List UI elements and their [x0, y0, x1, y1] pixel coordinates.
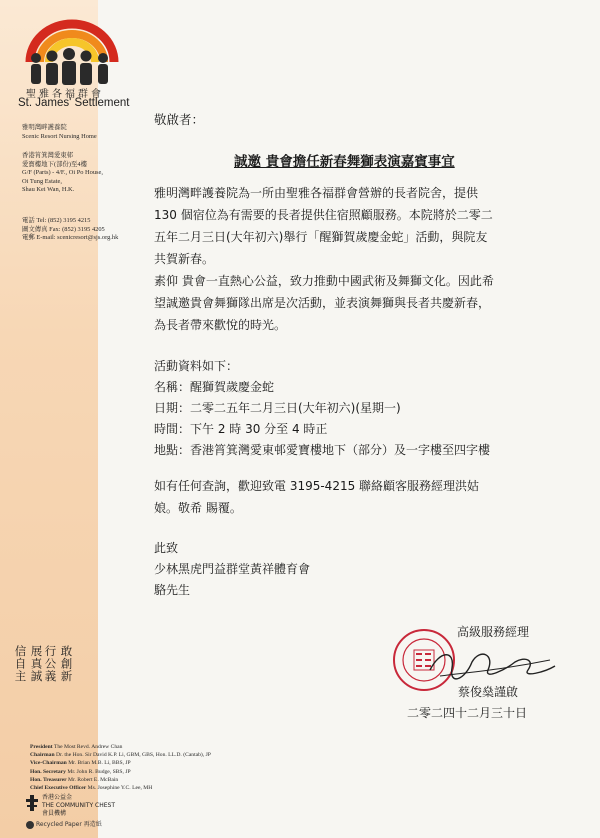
motto-line: 敢創新 — [59, 645, 74, 683]
paragraph-invitation: 素仰 貴會一直熱心公益，致力推動中國武術及舞獅文化。因此希望誠邀貴會舞獅隊出席是次活動，並表演舞獅與長者共慶新春，為長者帶來歡悅的時光。 — [154, 274, 494, 332]
motto-line: 信自主 — [13, 645, 28, 683]
officer-row: Hon. Secretary Mr. John R. Budge, SBS, JP — [30, 768, 131, 775]
contact-block — [22, 217, 118, 243]
email: 電郵 E-mail: scenicresort@sjs.org.hk — [22, 234, 119, 242]
recycle-icon — [26, 821, 34, 829]
recycled-paper-note: Recycled Paper 再造紙 — [26, 819, 102, 829]
address-cn-line: 香港筲箕灣愛東邨 — [22, 152, 74, 159]
address-en-line: G/F (Parts) - 4/F., Oi Po House, — [22, 169, 103, 177]
letter-title: 誠邀 貴會擔任新春舞獅表演嘉賓事宜 — [234, 154, 455, 170]
telephone: 電話 Tel: (852) 3195 4215 — [22, 217, 91, 224]
officer-row: Vice-Chairman Mr. Brian M.B. Li, BBS, JP — [30, 760, 131, 767]
motto-line: 行公義 — [43, 645, 58, 683]
community-chest-text: 香港公益金 THE COMMUNITY CHEST 會員機構 — [42, 794, 115, 817]
unit-block — [22, 124, 97, 141]
event-name: 名稱：醒獅賀歲慶金蛇 — [154, 380, 275, 394]
salutation: 敬啟者： — [154, 112, 205, 127]
settlement-logo-icon — [22, 18, 122, 90]
officer-row: President The Most Revd. Andrew Chan — [30, 744, 123, 750]
unit-name-en: Scenic Resort Nursing Home — [22, 132, 97, 140]
community-chest-logo-icon — [26, 795, 38, 811]
officer-row: Hon. Treasurer Mr. Robert E. McBain — [30, 776, 119, 783]
recipient-org: 少林黑虎門益群堂黃祥體育會 — [154, 562, 311, 576]
closing-block — [154, 538, 310, 601]
officer-row: Chief Executive Officer Ms. Josephine Y.C. Lee, MH — [30, 785, 153, 792]
officers-list — [30, 743, 211, 792]
event-info — [154, 356, 490, 461]
motto-line: 展真誠 — [29, 645, 44, 683]
paragraph-intro: 雅明灣畔護養院為一所由聖雅各福群會營辦的長者院舍，提供 130 個宿位為有需要的長者提供住宿照顧服務。本院將於二零二五年二月三日(大年初六)舉行「醒獅賀歲慶金蛇」活動，與院友共賀新春。 — [154, 186, 493, 266]
org-name-en: St. James' Settlement — [18, 97, 130, 109]
address-en-line: Oi Tung Estate, — [22, 177, 62, 185]
address-en-line: Shau Kei Wan, H.K. — [22, 186, 75, 194]
event-info-heading: 活動資料如下： — [154, 359, 239, 373]
org-name-cn: 聖雅各福群會 — [26, 89, 104, 100]
officer-row: Chairman Dr. the Hon. Sir David K.P. Li, GBM, GBS, Hon. LL.D. (Cantab), JP — [30, 752, 211, 759]
recipient-name: 駱先生 — [154, 583, 191, 597]
address-cn-line: 愛寶樓地下(部份)至4樓 — [22, 160, 87, 168]
event-time: 時間：下午 2 時 30 分至 4 時正 — [154, 422, 328, 436]
unit-name-cn: 雅明灣畔護養院 — [22, 124, 67, 131]
fax: 圖文傳真 Fax: (852) 3195 4205 — [22, 225, 105, 233]
letter-date: 二零二四十二月三十日 — [407, 706, 528, 720]
signer-name: 蔡俊燊謹啟 — [458, 685, 519, 699]
signer-title: 高級服務經理 — [457, 625, 530, 639]
event-date: 日期：二零二五年二月三日(大年初六)(星期一) — [154, 401, 401, 415]
paragraph-enquiry: 如有任何查詢，歡迎致電 3195-4215 聯絡顧客服務經理洪姑娘。敬希 賜覆。 — [154, 479, 480, 515]
address-block — [22, 152, 103, 195]
event-place: 地點：香港筲箕灣愛東邨愛寶樓地下（部分）及一字樓至四字樓 — [154, 443, 491, 457]
closing-line: 此致 — [154, 541, 179, 555]
